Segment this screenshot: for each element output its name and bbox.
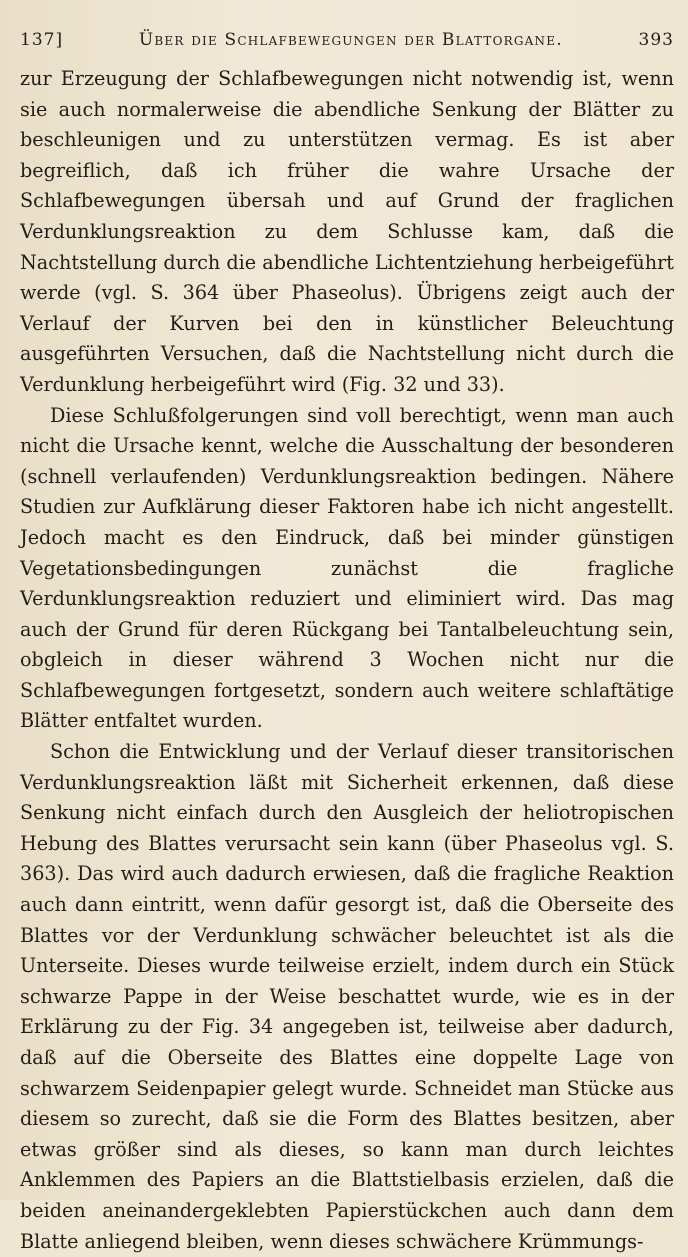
paragraph: Schon die Entwicklung und der Verlauf dieser transitorischen Verdunklungsreaktion läßt mit Sicherheit erkennen, daß diese Senkung nicht einfach durch den Ausgleich der heliotropischen Hebung des Blattes verursacht sein kann (über Phaseolus vgl. S. 363). Das wird auch dadurch erwiesen, daß die fragliche Reaktion auch dann eintritt, wenn dafür gesorgt ist, daß die Oberseite des Blattes vor der Verdunklung schwächer beleuchtet ist als die Unterseite. Dieses wurde teilweise erzielt, indem durch ein Stück schwarze Pappe in der Weise beschattet wurde, wie es in der Erklärung zu der Fig. 34 angegeben ist, teilweise aber dadurch, daß auf die Oberseite des Blattes eine doppelte Lage von schwarzem Seidenpapier gelegt wurde. Schneidet man Stücke aus diesem so zurecht, daß sie die Form des Blattes besitzen, aber etwas größer sind als dieses, so kann man durch leichtes Anklemmen des Papiers an die Blattstielbasis erzielen, daß die beiden aneinandergeklebten Papierstückchen auch dann dem Blatte anliegend bleiben, wenn dieses schwächere Krümmungs- [20, 740, 674, 1253]
running-header [20, 30, 674, 64]
section-number: 137] [20, 30, 64, 50]
page-number: 393 [638, 30, 674, 50]
paragraph: Diese Schlußfolgerungen sind voll berechtigt, wenn man auch nicht die Ursache kennt, welche die Ausschaltung der besonderen (schnell verlaufenden) Verdunklungsreaktion bedingen. Nähere Studien zur Aufklärung dieser Faktoren habe ich nicht angestellt. Jedoch macht es den Eindruck, daß bei minder günstigen Vegetationsbedingungen zunächst die fragliche Verdunklungsreaktion reduziert und eliminiert wird. Das mag auch der Grund für deren Rückgang bei Tantalbeleuchtung sein, obgleich in dieser während 3 Wochen nicht nur die Schlafbewegungen fortgesetzt, sondern auch weitere schlaftätige Blätter entfaltet wurden. [20, 403, 674, 733]
running-title: Über die Schlafbewegungen der Blattorgane. [138, 30, 563, 50]
page-body [20, 64, 674, 1257]
paragraph-continuation: zur Erzeugung der Schlafbewegungen nicht notwendig ist, wenn sie auch normalerweise die abendliche Senkung der Blätter zu beschleunigen und zu unterstützen vermag. Es ist aber begreiflich, daß ich früher die wahre Ursache der Schlafbewegungen übersah und auf Grund der fraglichen Verdunklungsreaktion zu dem Schlusse kam, daß die Nachtstellung durch die abendliche Lichtentziehung herbeigeführt werde (vgl. S. 364 über Phaseolus). Übrigens zeigt auch der Verlauf der Kurven bei den in künstlicher Beleuchtung ausgeführten Versuchen, daß die Nachtstellung nicht durch die Verdunklung herbeigeführt wird (Fig. 32 und 33). [20, 67, 674, 396]
